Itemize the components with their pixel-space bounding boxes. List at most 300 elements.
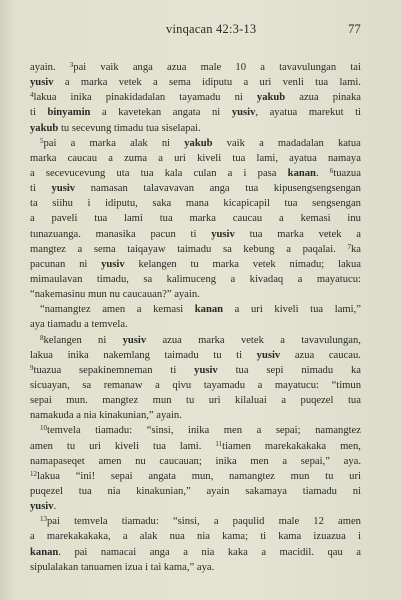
word: kaka <box>227 546 248 558</box>
verse-number: 6 <box>329 166 334 175</box>
word: sicuayan, <box>30 379 70 391</box>
word: $^8$kelangen <box>40 333 82 346</box>
word: amen <box>102 304 126 316</box>
word: marka <box>277 228 304 240</box>
word: marekakakaka, <box>46 531 111 543</box>
word: talavavavan <box>143 183 194 195</box>
word: kama; <box>222 531 249 543</box>
text-line <box>30 363 361 378</box>
word: amen <box>338 516 361 528</box>
word: tua <box>315 77 329 89</box>
word: i <box>243 167 247 179</box>
word: nua <box>169 531 185 543</box>
word: tiamadu: <box>95 425 133 437</box>
word: sa <box>143 273 153 285</box>
text-line <box>30 439 361 454</box>
word: caucau. <box>328 349 361 361</box>
word: marka <box>212 258 239 270</box>
word: sakamaya <box>245 485 287 497</box>
word: marekakakaka <box>264 440 327 452</box>
word: tua <box>310 304 324 316</box>
word: uri <box>208 395 221 407</box>
word: kinakunian,” <box>136 485 191 497</box>
word: madadalan <box>277 137 324 149</box>
word: alak <box>130 137 148 149</box>
word: yakub <box>256 92 286 104</box>
word: venli <box>282 77 304 89</box>
word: sipulalakan <box>30 561 79 573</box>
word: tavavulungan, <box>301 334 361 346</box>
word: puqezel <box>300 395 334 407</box>
word: tua <box>245 183 259 195</box>
word: ta <box>30 198 38 210</box>
word: a <box>227 167 233 179</box>
word: pinaka <box>332 92 361 104</box>
word: caucau <box>67 152 98 164</box>
word: yakub <box>184 137 213 149</box>
word: uta <box>116 167 130 179</box>
word: vetek <box>240 334 264 346</box>
word: $^{10}$temvela <box>40 424 81 437</box>
word: men <box>223 425 243 437</box>
word: tu <box>213 349 222 361</box>
word: a <box>155 379 160 391</box>
word: $^5$pai <box>40 136 57 149</box>
word: mun, <box>191 470 214 482</box>
word: sa <box>222 243 232 255</box>
word: tua <box>232 152 246 164</box>
word: mun <box>290 470 310 482</box>
word: ti <box>190 228 197 240</box>
text-line <box>30 469 361 484</box>
word: male <box>200 62 222 73</box>
word: a <box>243 77 249 89</box>
text-line <box>30 514 361 529</box>
word: nia <box>201 546 215 558</box>
word: ti <box>236 349 243 361</box>
word: kebung <box>243 243 275 255</box>
text-line <box>30 75 361 90</box>
word: lami, <box>256 152 278 164</box>
word: tu <box>66 440 76 452</box>
word: ayatua <box>289 152 317 164</box>
text-line <box>30 302 361 317</box>
word: kivadaq <box>249 273 284 285</box>
word: “timun <box>331 379 361 391</box>
word: mangtez <box>30 243 66 255</box>
word: timadu, <box>96 273 129 285</box>
verse-number: 4 <box>30 91 34 100</box>
word: a <box>108 152 113 164</box>
word: yakub <box>30 122 59 134</box>
text-line <box>30 166 361 181</box>
word: kala <box>164 167 183 179</box>
verse-number: 3 <box>69 61 74 69</box>
word: a <box>259 137 264 149</box>
word: ti <box>355 107 361 119</box>
text-line <box>30 105 361 120</box>
word: sepai <box>30 395 52 407</box>
word: anga <box>149 546 170 558</box>
word: angata <box>148 470 177 482</box>
word: azua <box>294 349 315 361</box>
word: tua <box>153 440 166 452</box>
word: vaik <box>226 137 245 149</box>
word: mayatucu: <box>316 273 361 285</box>
word: a <box>70 137 76 149</box>
word: ayain. <box>156 410 182 422</box>
word: amen <box>30 440 53 452</box>
word: a <box>234 304 240 316</box>
word: angata <box>172 107 201 119</box>
word: yusiv. <box>30 501 57 513</box>
word: lakua <box>30 349 53 361</box>
verse-number: 7 <box>347 242 351 251</box>
word: namakuda <box>30 410 74 422</box>
word: ni <box>79 258 88 270</box>
word: yusiv <box>256 349 281 361</box>
word: inika <box>188 425 210 437</box>
word: tayamadu <box>203 379 245 391</box>
text-line <box>30 227 361 242</box>
word: tua <box>78 485 92 497</box>
word: mun <box>152 395 172 407</box>
word: a <box>76 410 81 422</box>
word: $^3$pai <box>69 61 87 73</box>
word: a <box>136 304 142 316</box>
word: aya. <box>196 561 215 573</box>
word: $^7$ka <box>347 242 361 255</box>
word: siselapai. <box>161 122 201 134</box>
word: a <box>213 516 219 528</box>
word: marka <box>30 152 57 164</box>
text-line <box>30 90 361 105</box>
word: tua <box>249 228 263 240</box>
word: ayain. <box>30 62 56 73</box>
word: $^9$tuazua <box>30 363 62 376</box>
word: paqalai. <box>302 243 336 255</box>
text-line <box>30 454 361 469</box>
word: ti <box>260 531 267 543</box>
word: tai <box>350 62 361 73</box>
word: ayain. <box>174 289 200 301</box>
chapter-reference: vinqacan 42:3-13 <box>166 22 257 36</box>
word: nakemlang <box>103 349 150 361</box>
word: paveli <box>51 213 78 225</box>
word: kipusengsengsengan <box>273 183 361 195</box>
word: nimadu; <box>289 258 325 270</box>
word: taimadu <box>177 243 212 255</box>
word: mana <box>185 198 209 210</box>
verse-number: 13 <box>40 515 47 524</box>
text-line <box>30 181 361 196</box>
word: namangtez <box>228 470 275 482</box>
word: lami. <box>339 77 361 89</box>
word: $^{11}$tiamen <box>215 439 251 452</box>
word: tu <box>60 122 70 134</box>
word: a <box>30 213 35 225</box>
word: men, <box>340 440 361 452</box>
word: a <box>286 243 291 255</box>
word: $^{12}$lakua <box>30 469 60 482</box>
text-line <box>30 333 361 348</box>
word: lami <box>124 213 143 225</box>
word: caucau <box>232 213 263 225</box>
word: inika <box>70 92 92 104</box>
scripture-text <box>30 60 361 575</box>
text-line <box>30 287 361 302</box>
text-line <box>30 136 361 151</box>
word: tua <box>146 122 159 134</box>
word: alak <box>139 531 158 543</box>
word: kelangen <box>138 258 177 270</box>
text-line <box>30 257 361 272</box>
word: timadu <box>113 122 144 134</box>
word: men <box>250 455 269 467</box>
word: a <box>257 379 263 391</box>
word: tavavulungan <box>279 62 337 73</box>
word: pasa <box>257 167 277 179</box>
text-line <box>30 151 361 166</box>
word: “ini! <box>75 470 96 482</box>
word: marka <box>89 137 116 149</box>
word: mun. <box>66 395 88 407</box>
word: kanan. <box>287 167 319 179</box>
word: kanan <box>194 304 224 316</box>
word: secevucevung <box>45 167 106 179</box>
word: kalimuceng <box>166 273 217 285</box>
word: a <box>102 107 107 119</box>
word: ayain <box>206 485 230 497</box>
word: culan <box>193 167 217 179</box>
word: tua <box>284 198 298 210</box>
word: “sinsi, <box>172 516 200 528</box>
word: i <box>357 531 361 543</box>
word: a <box>64 77 70 89</box>
word: a <box>261 546 267 558</box>
word: a <box>30 531 35 543</box>
verse-number: 5 <box>40 136 44 145</box>
verse-number: 8 <box>40 333 44 342</box>
word: temvela. <box>91 319 128 331</box>
word: a <box>279 213 284 225</box>
text-line <box>30 196 361 211</box>
word: a <box>282 455 288 467</box>
word: caucauan?” <box>122 289 172 301</box>
word: lakua <box>338 258 361 270</box>
word: $^4$lakua <box>30 91 57 104</box>
word: ni <box>161 137 171 149</box>
word: kanan. <box>30 546 61 558</box>
word: manasika <box>95 228 136 240</box>
word: qau <box>327 546 343 558</box>
word: tua <box>159 213 173 225</box>
word: “nakemasinu <box>30 289 86 301</box>
word: a <box>30 167 35 179</box>
word: tiamadu <box>302 485 337 497</box>
word: sepakinemneman <box>79 364 153 376</box>
word: macidil. <box>279 546 314 558</box>
word: sema <box>93 243 116 255</box>
word: kemasi <box>153 304 184 316</box>
word: aya. <box>343 455 361 467</box>
word: mayatucu: <box>274 379 319 391</box>
word: paqulid <box>232 516 265 528</box>
word: ni <box>352 485 361 497</box>
word: taimadu <box>164 349 199 361</box>
word: pacunan <box>30 258 66 270</box>
word: mimaulavan <box>30 273 83 285</box>
word: caucauan; <box>159 455 202 467</box>
text-line <box>30 211 361 226</box>
word: mun <box>87 289 107 301</box>
text-line <box>30 348 361 363</box>
word: kavetekan <box>118 107 162 119</box>
word: tai <box>150 561 162 573</box>
page-number: 77 <box>348 22 361 36</box>
word: tunazuanga. <box>30 228 81 240</box>
word: 12 <box>313 516 324 528</box>
word: yusiv <box>101 258 125 270</box>
word: kicapicapil <box>223 198 270 210</box>
word: tanuamen <box>80 561 123 573</box>
word: yusiv, <box>231 107 259 119</box>
word: “namangtez <box>40 304 91 316</box>
word: i <box>145 561 149 573</box>
word: inika <box>215 455 237 467</box>
word: kiveli <box>114 440 140 452</box>
word: ayatua <box>269 107 298 119</box>
word: nia <box>83 410 97 422</box>
word: sepai,” <box>300 455 330 467</box>
word: tu <box>325 470 334 482</box>
word: kama,” <box>163 561 195 573</box>
text-line <box>30 484 361 499</box>
word: puqezel <box>30 485 63 497</box>
word: idiputu, <box>105 198 138 210</box>
running-header <box>0 22 401 38</box>
verse-number: 11 <box>215 439 223 448</box>
word: taiqayaw <box>127 243 166 255</box>
word: namaya <box>327 152 361 164</box>
word: ni <box>98 334 107 346</box>
word: uri <box>251 304 263 316</box>
word: a <box>260 62 265 73</box>
word: yusiv <box>211 228 235 240</box>
word: tua <box>140 167 154 179</box>
verse-number: 10 <box>40 424 47 433</box>
word: nu <box>109 289 121 301</box>
word: marka <box>189 213 216 225</box>
word: 10 <box>235 62 247 73</box>
word: kiveli <box>274 304 299 316</box>
word: ni <box>234 92 243 104</box>
word: zuma <box>124 152 148 164</box>
word: marka <box>80 77 108 89</box>
text-line <box>30 317 361 332</box>
word: lami. <box>179 440 202 452</box>
word: ti <box>30 107 36 119</box>
word: ni <box>212 107 221 119</box>
text-line <box>30 378 361 393</box>
text-line <box>30 499 361 514</box>
word: uri <box>349 470 361 482</box>
word: kinakunian,” <box>99 410 154 422</box>
word: namacai <box>100 546 137 558</box>
word: tayamadu <box>179 92 221 104</box>
text-line <box>30 121 361 136</box>
word: tua <box>347 395 361 407</box>
word: uri <box>259 77 272 89</box>
word: vetek <box>318 228 342 240</box>
text-line <box>30 423 361 438</box>
word: secevung <box>71 122 112 134</box>
word: pacun <box>150 228 176 240</box>
word: azua <box>162 334 182 346</box>
word: a <box>122 531 128 543</box>
word: idiputu <box>202 77 233 89</box>
text-line <box>30 560 361 575</box>
word: $^{13}$pai <box>40 515 60 528</box>
word: “sinsi, <box>146 425 174 437</box>
word: azua <box>299 92 319 104</box>
text-line <box>30 393 361 408</box>
word: inika <box>67 349 89 361</box>
word: yusiv <box>122 334 147 346</box>
word: nu <box>135 455 146 467</box>
word: tu <box>186 395 195 407</box>
word: a <box>280 334 285 346</box>
word: namangtez <box>315 425 361 437</box>
word: kiveli <box>197 152 222 164</box>
word: ti <box>30 183 36 195</box>
text-line <box>30 242 361 257</box>
word: siihu <box>52 198 73 210</box>
word: namasan <box>90 183 128 195</box>
word: amen <box>98 455 122 467</box>
word: yusiv <box>194 364 218 376</box>
word: katua <box>337 137 361 149</box>
word: a <box>230 273 236 285</box>
verse-number: 9 <box>30 363 34 372</box>
word: aya <box>30 319 45 331</box>
text-line <box>30 529 361 544</box>
word: uri <box>174 152 186 164</box>
word: sema <box>169 77 191 89</box>
word: tiamadu <box>47 319 82 331</box>
word: sengsengan <box>312 198 361 210</box>
word: a <box>281 395 287 407</box>
word: pinakidadalan <box>105 92 166 104</box>
word: nia <box>107 485 121 497</box>
word: i <box>87 198 91 210</box>
word: a <box>158 152 163 164</box>
text-line <box>30 545 361 560</box>
word: izua <box>124 561 143 573</box>
word: pai <box>74 546 88 558</box>
word: kemasi <box>300 213 331 225</box>
word: $^6$tuazua <box>329 166 361 179</box>
word: nimadu <box>301 364 334 376</box>
word: vaik <box>100 62 119 73</box>
text-line <box>30 408 361 423</box>
word: yusiv <box>30 77 54 89</box>
word: marekut <box>308 107 344 119</box>
word: izuazua <box>313 531 346 543</box>
word: ka <box>350 364 361 376</box>
word: azua <box>167 62 187 73</box>
text-line <box>30 60 361 75</box>
